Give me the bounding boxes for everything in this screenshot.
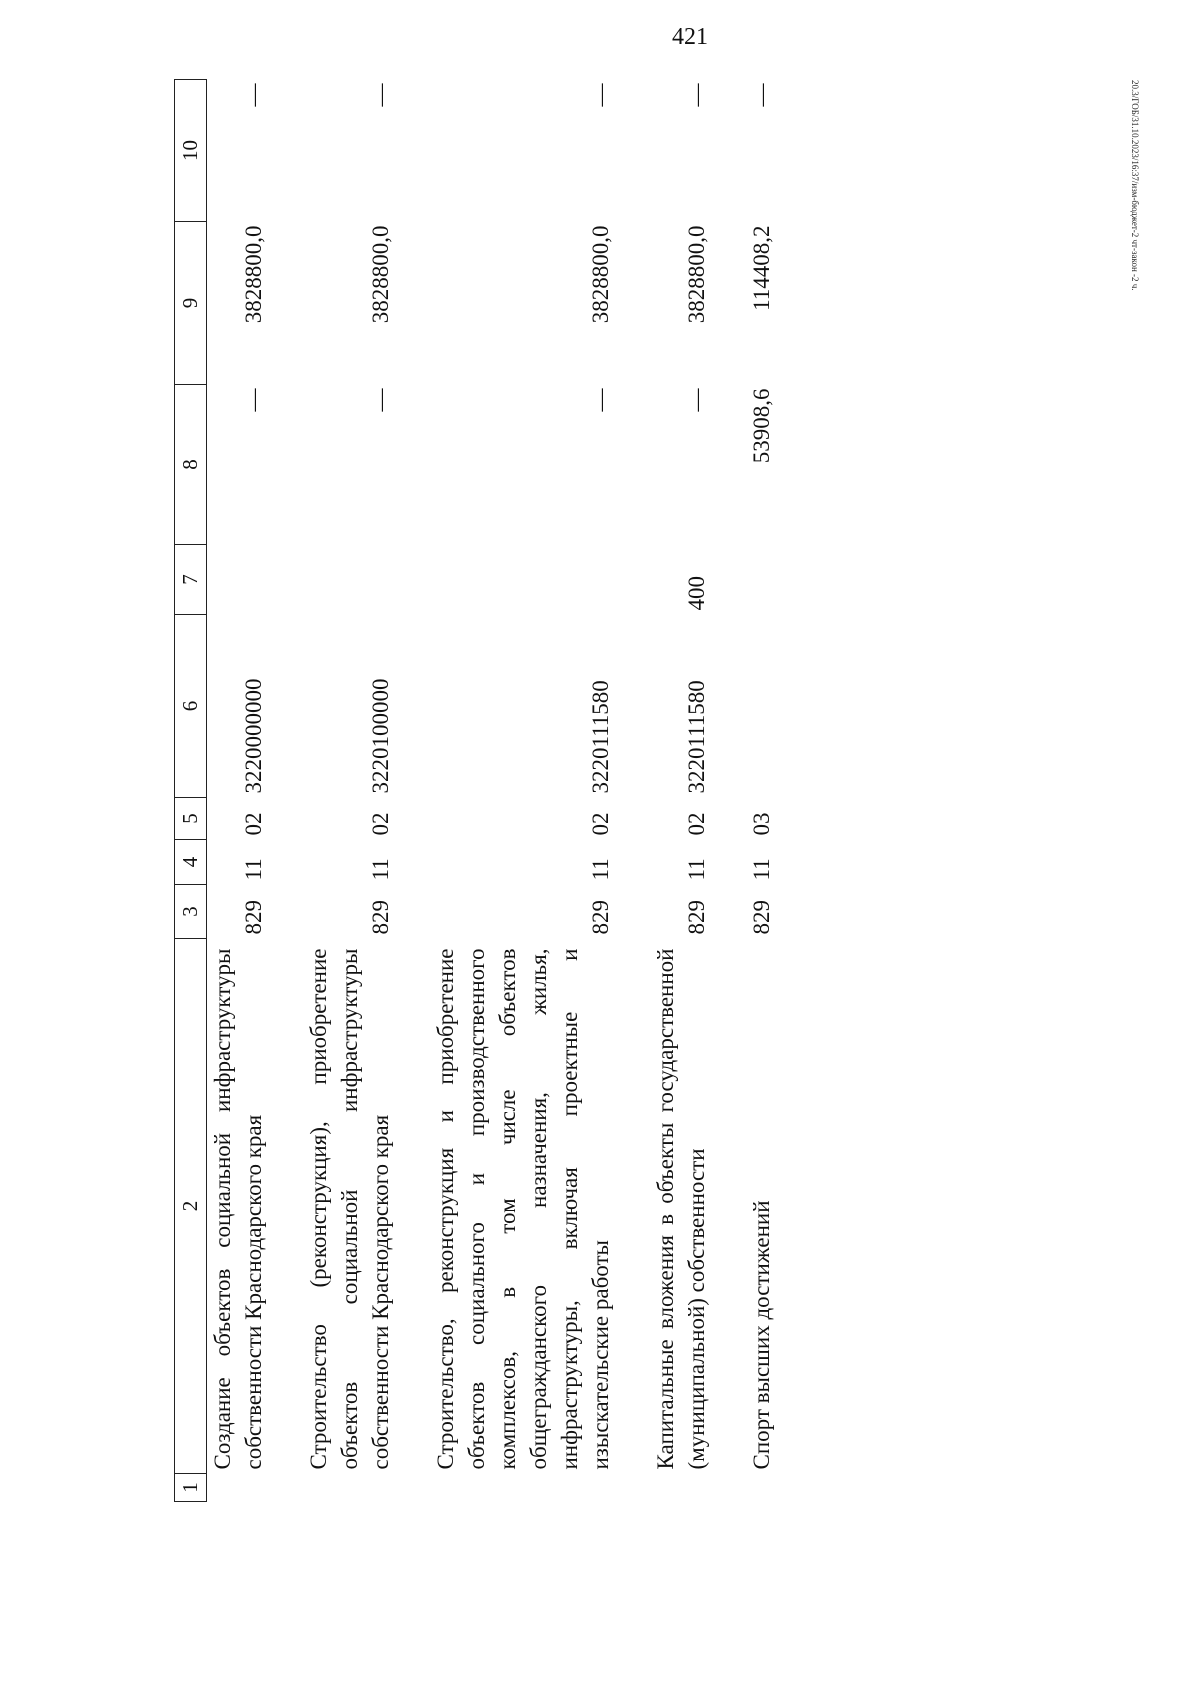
code-subsection-cell: 02 — [368, 812, 393, 836]
column-header-6: 6 — [175, 615, 207, 798]
code-target-cell: 3220000000 — [241, 678, 266, 794]
code-target-cell — [712, 615, 777, 798]
row-number-cell — [207, 1474, 270, 1502]
code-expense-type-cell — [712, 545, 777, 615]
code-section-cell: 11 — [749, 858, 774, 881]
row-number-cell — [396, 1474, 616, 1502]
code-expense-type-cell — [396, 545, 616, 615]
code-ministry-cell: 829 — [749, 900, 774, 935]
amount-col10-cell: — — [588, 83, 613, 107]
code-target-cell: 3220111580 — [684, 680, 709, 794]
table-row — [269, 80, 396, 1502]
amount-col9-cell: 114408,2 — [749, 225, 774, 311]
code-ministry-cell: 829 — [684, 900, 709, 935]
column-header-5: 5 — [175, 798, 207, 840]
item-name-cell: Создание объектов социальной инфраструктуры собственности Краснодарского края — [210, 948, 266, 1470]
amount-col10-cell: — — [368, 83, 393, 107]
table-row — [396, 80, 616, 1502]
budget-table — [174, 79, 777, 1502]
amount-col10-cell: — — [684, 83, 709, 107]
column-header-9: 9 — [175, 222, 207, 385]
code-ministry-cell: 829 — [368, 900, 393, 935]
amount-col9-cell: 3828800,0 — [368, 225, 393, 324]
code-subsection-cell: 03 — [749, 812, 774, 836]
document-footer-code: 20.3/ГОБ/31.10.2023/16:37/изм-бюджет-2 чт-закон -2 ч. — [1130, 80, 1140, 291]
amount-col9-cell: 3828800,0 — [684, 225, 709, 324]
amount-col9-cell: 3828800,0 — [588, 225, 613, 324]
column-header-10: 10 — [175, 80, 207, 222]
amount-col10-cell: — — [749, 83, 774, 107]
row-number-cell — [712, 1474, 777, 1502]
item-name-cell: Капитальные вложения в объекты государственной (муниципальной) собственности — [653, 948, 709, 1470]
amount-col9-cell: 3828800,0 — [241, 225, 266, 324]
column-header-2: 2 — [175, 939, 207, 1474]
column-header-8: 8 — [175, 385, 207, 545]
amount-col8-cell: — — [588, 388, 613, 412]
amount-col8-cell: — — [241, 388, 266, 412]
code-section-cell: 11 — [368, 858, 393, 881]
code-expense-type-cell — [207, 545, 270, 615]
column-header-4: 4 — [175, 840, 207, 885]
code-section-cell: 11 — [241, 858, 266, 881]
column-header-1: 1 — [175, 1474, 207, 1502]
code-subsection-cell: 02 — [241, 812, 266, 836]
table-row — [207, 80, 270, 1502]
amount-col8-cell: — — [684, 388, 709, 412]
code-target-cell: 3220111580 — [588, 680, 613, 794]
item-name-cell: Строительство (реконструкция), приобретение объектов социальной инфраструктуры собственности Краснодарского края — [306, 948, 393, 1470]
row-number-cell — [616, 1474, 712, 1502]
code-subsection-cell: 02 — [684, 812, 709, 836]
table-row — [616, 80, 712, 1502]
table-row — [712, 80, 777, 1502]
amount-col8-cell: 53908,6 — [749, 388, 774, 464]
item-name-cell: Спорт высших достижений — [749, 1200, 774, 1470]
budget-table-sheet — [174, 80, 1024, 1502]
code-ministry-cell: 829 — [241, 900, 266, 935]
code-expense-type-cell: 400 — [684, 576, 709, 611]
column-header-7: 7 — [175, 545, 207, 615]
code-section-cell: 11 — [684, 858, 709, 881]
table-header-row — [175, 80, 207, 1502]
code-target-cell: 3220100000 — [368, 678, 393, 794]
page-number: 421 — [672, 24, 708, 50]
code-ministry-cell: 829 — [588, 900, 613, 935]
amount-col10-cell: — — [241, 83, 266, 107]
code-expense-type-cell — [269, 545, 396, 615]
code-section-cell: 11 — [588, 858, 613, 881]
item-name-cell: Строительство, реконструкция и приобретение объектов социального и производственного комплексов, в том числе объектов общегражданского назначения, жилья, инфраструктуры, включая проектные и изыскательские работы — [433, 948, 613, 1470]
code-subsection-cell: 02 — [588, 812, 613, 836]
column-header-3: 3 — [175, 885, 207, 939]
amount-col8-cell: — — [368, 388, 393, 412]
row-number-cell — [269, 1474, 396, 1502]
